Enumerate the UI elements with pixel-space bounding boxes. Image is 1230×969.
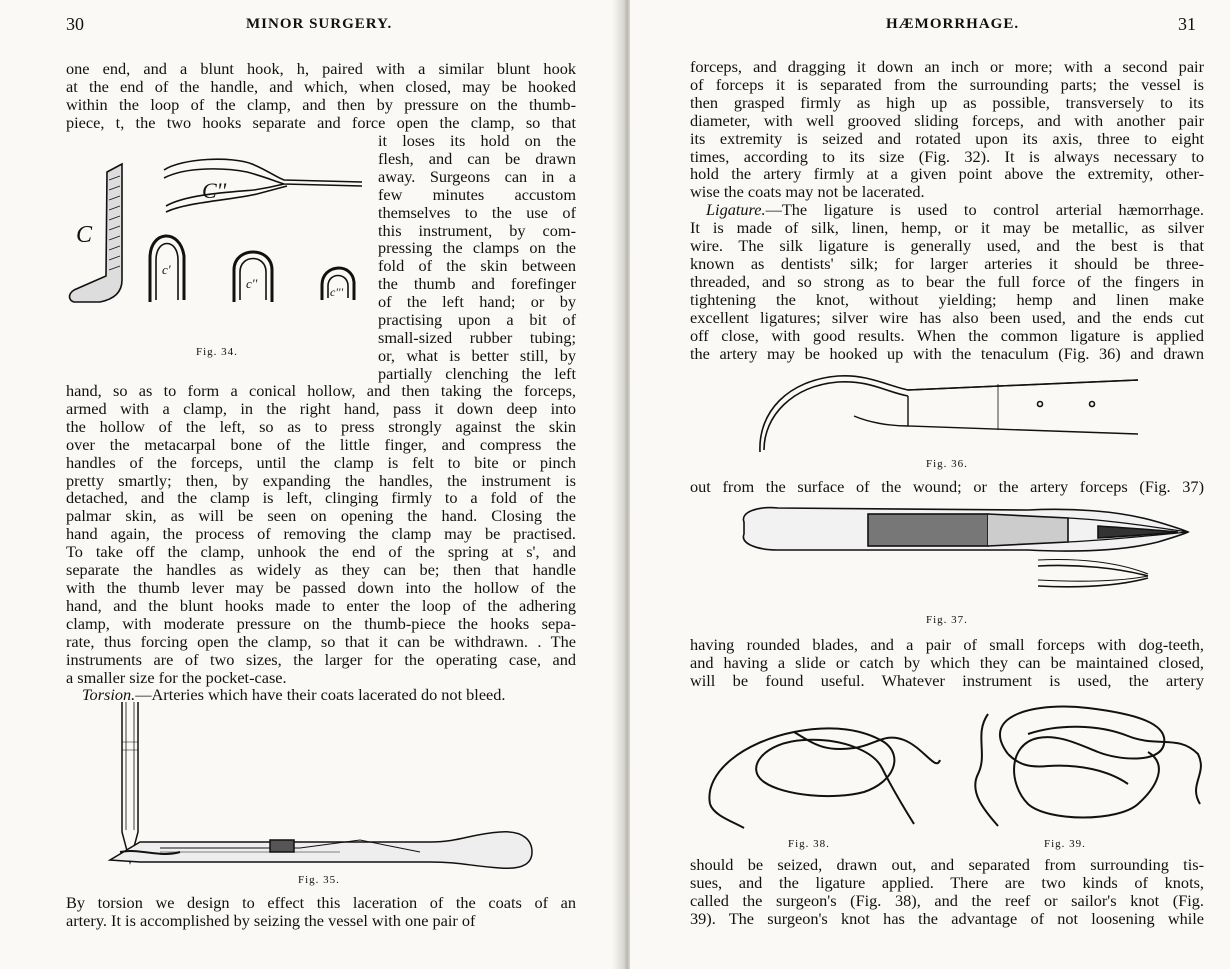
- text-line: tightening the knot, without yielding; hemp and linen make: [690, 289, 1204, 309]
- text-line: this instrument, by com-: [378, 220, 576, 240]
- running-head: MINOR SURGERY.: [246, 16, 393, 32]
- text-line: flesh, and can be drawn: [378, 148, 576, 168]
- text-line: and having a slide or catch by which they can be maintained closed,: [690, 652, 1204, 672]
- fig-37-caption: Fig. 37.: [926, 614, 968, 626]
- text-line: will be found useful. Whatever instrument is used, the artery: [690, 670, 1204, 690]
- text-line: piece, t, the two hooks separate and force open the clamp, so that: [66, 112, 576, 132]
- text-line: themselves to the use of: [378, 202, 576, 222]
- text-line: having rounded blades, and a pair of small forceps with dog-teeth,: [690, 635, 1204, 654]
- text-line: the hollow of the left, so as to press strongly against the skin: [66, 416, 576, 436]
- fig-38-surgeons-knot-illustration: [704, 712, 944, 832]
- text-line: a smaller size for the pocket-case.: [66, 667, 287, 687]
- text-line: should be seized, drawn out, and separated from surrounding tis-: [690, 855, 1204, 874]
- text-line: hand, so as to form a conical hollow, and then taking the forceps,: [66, 381, 576, 400]
- text-line: instruments are of two sizes, the larger for the operating case, and: [66, 649, 576, 669]
- text-line: pretty smartly; then, by expanding the handles, the instrument is: [66, 470, 576, 490]
- text-line: palmar skin, as will be seen on opening the hand. Closing the: [66, 506, 576, 526]
- fig-35-caption: Fig. 35.: [298, 874, 340, 886]
- text-line: clamp, with moderate pressure on the thumb-piece the hooks sepa-: [66, 613, 576, 633]
- text-line: within the loop of the clamp, and then by pressure on the thumb-: [66, 94, 576, 114]
- text-line: or, what is better still, by: [378, 345, 576, 365]
- text-line: detached, and the clamp is left, clinging firmly to a fold of the: [66, 488, 576, 508]
- text-line: 39). The surgeon's knot has the advantage of not loosening while: [690, 908, 1204, 928]
- paragraph-bottom: [66, 894, 576, 930]
- fig-38-caption: Fig. 38.: [788, 838, 830, 850]
- text-line: artery. It is accomplished by seizing the vessel with one pair of: [66, 910, 476, 930]
- page-number: 30: [66, 14, 84, 34]
- text-line: away. Surgeons can in a: [378, 166, 576, 186]
- text-line: the artery may be hooked up with the tenaculum (Fig. 36) and drawn: [690, 343, 1204, 363]
- ligature-heading: Ligature.: [706, 200, 766, 220]
- text-line: with the thumb lever may be passed down into the hollow of the: [66, 577, 576, 597]
- text-line: hand again, the process of removing the clamp may be practised.: [66, 524, 576, 544]
- text-line: partially clenching the left: [378, 363, 576, 383]
- fig-39-caption: Fig. 39.: [1044, 838, 1086, 850]
- text-line: known as dentists' silk; for larger arteries it should be three-: [690, 253, 1204, 273]
- text-line: To take off the clamp, unhook the end of the spring at s', and: [66, 542, 576, 562]
- text-line: separate the handles as widely as they can be; then that handle: [66, 560, 576, 580]
- text-line: of forceps it is separated from the surrounding parts; the vessel is: [690, 74, 1204, 94]
- text-line: wise the coats may not be lacerated.: [690, 182, 925, 202]
- text-line: few minutes accustom: [378, 184, 576, 204]
- fig-35-torsion-forceps-illustration: [100, 702, 540, 872]
- text-line: threaded, and so strong as to bear the full force of the fingers in: [690, 271, 1204, 291]
- text-line: times, according to its size (Fig. 32). It is always necessary to: [690, 146, 1204, 166]
- page-number: 31: [1178, 14, 1196, 34]
- fig34-label-c2: C'': [202, 178, 227, 203]
- ligature-text: —The ligature is used to control arterial hæmorrhage.: [765, 200, 1204, 220]
- text-line: at the end of the handle, and which, when closed, may be hooked: [66, 76, 576, 96]
- text-line: It is made of silk, linen, hemp, or it may be metallic, as silver: [690, 218, 1204, 238]
- text-line: sues, and the ligature applied. There are two kinds of knots,: [690, 872, 1204, 892]
- text-line: handles of the forceps, until the clamp is felt to bite or pinch: [66, 452, 576, 472]
- text-line: diameter, with well grooved sliding forceps, and with another pair: [690, 110, 1204, 130]
- ligature-line: [690, 201, 1204, 219]
- fig34-label-c-triple: c''': [330, 285, 344, 299]
- torsion-text: —Arteries which have their coats lacerated do not bleed.: [135, 685, 506, 705]
- paragraph-forceps: [690, 636, 1204, 690]
- paragraph-continued: [66, 382, 576, 704]
- text-line: excellent ligatures; silver wire has also been used, and the ends cut: [690, 307, 1204, 327]
- text-line: practising upon a bit of: [378, 310, 576, 330]
- text-line: armed with a clamp, in the right hand, pass it down deep into: [66, 398, 576, 418]
- text-line: called the surgeon's (Fig. 38), and the reef or sailor's knot (Fig.: [690, 890, 1204, 910]
- text-line: forceps, and dragging it down an inch or more; with a second pair: [690, 57, 1204, 76]
- right-page: [630, 0, 1230, 969]
- text-after-fig36: [690, 478, 1204, 496]
- fig34-label-c-prime: c': [162, 262, 171, 277]
- text-line: wire. The silk ligature is generally used, and the best is that: [690, 236, 1204, 256]
- fig-36-caption: Fig. 36.: [926, 458, 968, 470]
- text-line: small-sized rubber tubing;: [378, 327, 576, 347]
- fig-34-clamps-illustration: [62, 150, 372, 350]
- fig-34-caption: Fig. 34.: [196, 346, 238, 358]
- fig-39-reef-knot-illustration: [968, 694, 1208, 834]
- torsion-heading: Torsion.: [82, 685, 136, 705]
- text-line: over the metacarpal bone of the little finger, and compress the: [66, 434, 576, 454]
- text-line: hold the artery firmly at a given point above the extremity, other-: [690, 164, 1204, 184]
- text-line: rate, thus forcing open the clamp, so that it can be withdrawn. . The: [66, 631, 576, 651]
- text-line: it loses its hold on the: [378, 131, 576, 150]
- text-line: fold of the skin between: [378, 256, 576, 276]
- fig34-label-c: C: [76, 222, 93, 248]
- paragraph-side-column: [378, 132, 576, 383]
- paragraph-knots: [690, 856, 1204, 928]
- text-line: of the left hand; or by: [378, 292, 576, 312]
- fig-37-artery-forceps-illustration: [738, 500, 1208, 612]
- text-line: By torsion we design to effect this laceration of the coats of an: [66, 893, 576, 912]
- fig-36-tenaculum-illustration: [758, 372, 1144, 456]
- text-line: out from the surface of the wound; or the artery forceps (Fig. 37): [690, 477, 1204, 496]
- paragraph-opening: [66, 60, 576, 132]
- running-head: HÆMORRHAGE.: [886, 16, 1020, 32]
- fig34-label-c-double: c'': [246, 276, 258, 291]
- paragraph-torsion-continued: [690, 58, 1204, 362]
- text-line: hand, and the blunt hooks made to enter the loop of the adhering: [66, 595, 576, 615]
- text-line: then grasped firmly as high up as possible, transversely to its: [690, 92, 1204, 112]
- text-line: the thumb and forefinger: [378, 274, 576, 294]
- text-line: one end, and a blunt hook, h, paired with a similar blunt hook: [66, 59, 576, 78]
- text-line: off close, with good results. When the common ligature is applied: [690, 325, 1204, 345]
- text-line: its extremity is seized and rotated upon its axis, three to eight: [690, 128, 1204, 148]
- text-line: pressing the clamps on the: [378, 238, 576, 258]
